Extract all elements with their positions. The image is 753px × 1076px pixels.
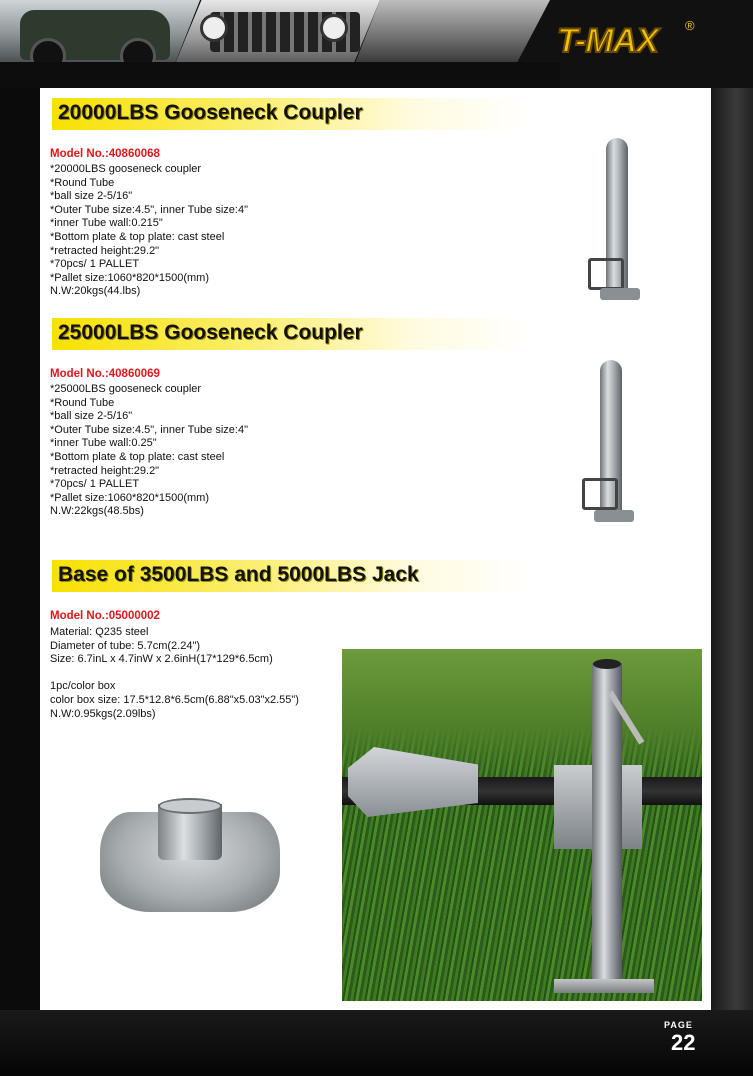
- spec-line: *retracted height:29.2": [50, 464, 160, 477]
- coupler-base: [594, 510, 634, 522]
- section-title-bar-3: [52, 560, 532, 592]
- spec-line: *20000LBS gooseneck coupler: [50, 163, 202, 175]
- logo-text: T-MAX: [557, 22, 658, 60]
- spec-line: *ball size 2-5/16": [50, 410, 133, 423]
- base-tube-rim: [158, 798, 222, 814]
- header-ground: [0, 62, 560, 88]
- right-decor-strip: [711, 88, 753, 1010]
- spec-line: *Round Tube: [50, 396, 115, 409]
- jack-foot: [554, 979, 654, 993]
- headlight-left: [200, 14, 228, 42]
- section-title: Base of 3500LBS and 5000LBS Jack: [58, 563, 419, 586]
- spec-line: Material: Q235 steel: [50, 626, 149, 638]
- spec-line: *70pcs/ 1 PALLET: [50, 258, 140, 271]
- spec-list-2: [50, 383, 248, 519]
- spec-line: 1pc/color box: [50, 680, 116, 693]
- section-title-bar-1: [52, 98, 532, 130]
- spec-line: *Outer Tube size:4.5", inner Tube size:4": [50, 203, 248, 216]
- spec-line: *ball size 2-5/16": [50, 190, 133, 203]
- coupler-handle: [582, 478, 618, 510]
- spec-line: color box size: 17.5*12.8*6.5cm(6.88"x5.03"x2.55"): [50, 693, 299, 706]
- model-number: Model No.:40860068: [50, 148, 160, 160]
- jack-post-cap: [593, 659, 621, 669]
- spec-line: *inner Tube wall:0.215": [50, 217, 163, 230]
- coupler-base: [600, 288, 640, 300]
- spec-line: N.W:0.95kgs(2.09lbs): [50, 707, 156, 720]
- spec-line: Diameter of tube: 5.7cm(2.24"): [50, 639, 201, 652]
- section-title: 20000LBS Gooseneck Coupler: [58, 101, 363, 124]
- spec-list-3: [50, 626, 299, 721]
- spec-line: *70pcs/ 1 PALLET: [50, 478, 140, 491]
- spec-line: *Round Tube: [50, 176, 115, 189]
- coupler-image-2: [576, 360, 646, 530]
- spec-list-1: [50, 163, 248, 299]
- footer-bar: [0, 1010, 753, 1076]
- spec-line: Size: 6.7inL x 4.7inW x 2.6inH(17*129*6.5cm): [50, 653, 273, 666]
- section-title-bar-2: [52, 318, 532, 350]
- logo-registered-mark: ®: [685, 18, 695, 33]
- spec-line: *Bottom plate & top plate: cast steel: [50, 450, 225, 463]
- spec-line: *retracted height:29.2": [50, 244, 160, 257]
- spec-line: *Pallet size:1060*820*1500(mm): [50, 491, 209, 504]
- spec-line: *inner Tube wall:0.25": [50, 437, 157, 450]
- tmax-logo: [557, 18, 697, 80]
- spec-line: N.W:22kgs(48.5bs): [50, 505, 144, 518]
- spec-line: N.W:20kgs(44.lbs): [50, 285, 141, 298]
- page-label: PAGE: [664, 1020, 693, 1030]
- jack-installed-photo: [342, 649, 702, 1001]
- spec-line: *25000LBS gooseneck coupler: [50, 383, 202, 395]
- model-number: Model No.:05000002: [50, 610, 160, 622]
- spec-line: *Bottom plate & top plate: cast steel: [50, 230, 225, 243]
- header-banner: [0, 0, 753, 88]
- section-title: 25000LBS Gooseneck Coupler: [58, 321, 363, 344]
- page-number: 22: [671, 1030, 696, 1055]
- model-number: Model No.:40860069: [50, 368, 160, 380]
- spec-line: *Pallet size:1060*820*1500(mm): [50, 271, 209, 284]
- coupler-handle: [588, 258, 624, 290]
- spec-line: [50, 667, 299, 681]
- headlight-right: [320, 14, 348, 42]
- jack-base-image: [100, 812, 280, 912]
- spec-line: *Outer Tube size:4.5", inner Tube size:4": [50, 423, 248, 436]
- coupler-image-1: [580, 138, 650, 308]
